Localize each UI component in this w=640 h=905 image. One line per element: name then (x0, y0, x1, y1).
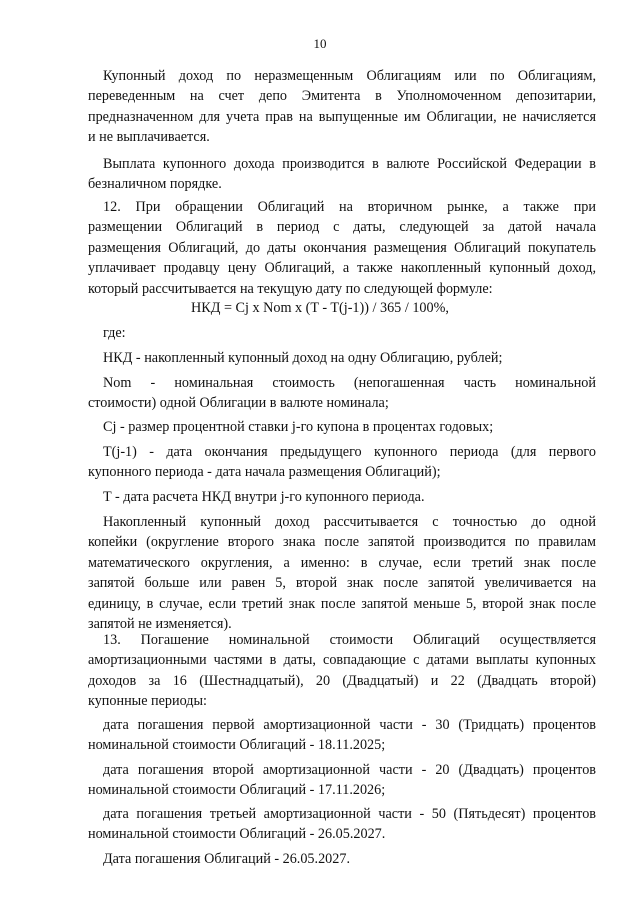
definition-t (103, 487, 595, 507)
paragraph-coupon-currency (88, 154, 596, 195)
paragraph-rounding (88, 512, 596, 634)
text-line: размещения Облигаций, до даты окончания размещения Облигаций покупатель (88, 239, 596, 256)
text-line: стоимости) одной Облигации в валюте номинала; (88, 395, 389, 412)
text-line: Купонный доход по неразмещенным Облигациям или по Облигациям, (103, 68, 596, 84)
text-line: где: (103, 325, 126, 341)
text-line: Выплата купонного дохода производится в валюте Российской Федерации в (103, 156, 596, 172)
amortization-part-3 (88, 804, 596, 845)
text-line: уплачивает продавцу цену Облигаций, а также накопленный купонный доход, (88, 260, 596, 277)
text-line: 13. Погашение номинальной стоимости Облигаций осуществляется (103, 632, 596, 648)
paragraph-item-12 (88, 197, 596, 299)
text-line: переведенным на счет депо Эмитента в Уполномоченном депозитарии, (88, 88, 596, 105)
amortization-part-1 (88, 715, 596, 756)
text-line: номинальной стоимости Облигаций - 17.11.2026; (88, 782, 386, 799)
definition-nom (88, 373, 596, 414)
definition-t-prev (88, 442, 596, 483)
text-line: T(j-1) - дата окончания предыдущего купонного периода (для первого (103, 444, 596, 460)
text-line: купонного периода - дата начала размещения Облигаций); (88, 464, 441, 481)
amortization-part-2 (88, 760, 596, 801)
page-number: 10 (313, 36, 327, 51)
text-line: Дата погашения Облигаций - 26.05.2027. (103, 851, 350, 867)
text-line: копейки (округление второго знака после запятой производится по правилам (88, 534, 596, 551)
text-line: запятой не изменяется). (88, 615, 232, 632)
text-line: доходов за 16 (Шестнадцатый), 20 (Двадцатый) и 22 (Двадцать второй) (88, 672, 596, 689)
text-line: дата погашения третьей амортизационной части - 50 (Пятьдесят) процентов (103, 806, 596, 822)
text-line: номинальной стоимости Облигаций - 26.05.2027. (88, 826, 386, 843)
nkd-formula: НКД = Cj x Nom x (T - T(j-1)) / 365 / 100%, (191, 300, 449, 316)
text-line: номинальной стоимости Облигаций - 18.11.2025; (88, 737, 386, 754)
definition-cj (103, 417, 595, 437)
text-line: 12. При обращении Облигаций на вторичном рынке, а также при (103, 199, 596, 215)
paragraph-maturity-date (103, 849, 595, 869)
text-line: единицу, в случае, если третий знак после запятой меньше 5, второй знак после (88, 595, 596, 612)
text-line: и не выплачивается. (88, 129, 210, 146)
text-line: НКД - накопленный купонный доход на одну Облигацию, рублей; (103, 350, 503, 366)
text-line: купонные периоды: (88, 693, 207, 710)
paragraph-where (103, 323, 595, 343)
text-line: дата погашения второй амортизационной части - 20 (Двадцать) процентов (103, 762, 596, 778)
text-line: безналичном порядке. (88, 176, 222, 193)
text-line: который рассчитывается на текущую дату по следующей формуле: (88, 280, 493, 297)
paragraph-item-13 (88, 630, 596, 712)
text-line: Накопленный купонный доход рассчитывается с точностью до одной (103, 514, 596, 530)
text-line: дата погашения первой амортизационной части - 30 (Тридцать) процентов (103, 717, 596, 733)
text-line: математического округления, а именно: в случае, если третий знак после (88, 554, 596, 571)
text-line: Nom - номинальная стоимость (непогашенная часть номинальной (103, 375, 596, 391)
definition-nkd (103, 348, 595, 368)
paragraph-unplaced-bonds-coupon (88, 66, 596, 148)
text-line: размещении Облигаций в период с даты, следующей за датой начала (88, 219, 596, 236)
text-line: запятой больше или равен 5, второй знак после запятой увеличивается на (88, 575, 596, 592)
text-line: амортизационными частями в даты, совпадающие с датами выплаты купонных (88, 652, 596, 669)
text-line: предназначенном для учета прав на выпущенные им Облигации, не начисляется (88, 108, 596, 125)
text-line: T - дата расчета НКД внутри j-го купонного периода. (103, 489, 425, 505)
text-line: Cj - размер процентной ставки j-го купона в процентах годовых; (103, 419, 494, 435)
